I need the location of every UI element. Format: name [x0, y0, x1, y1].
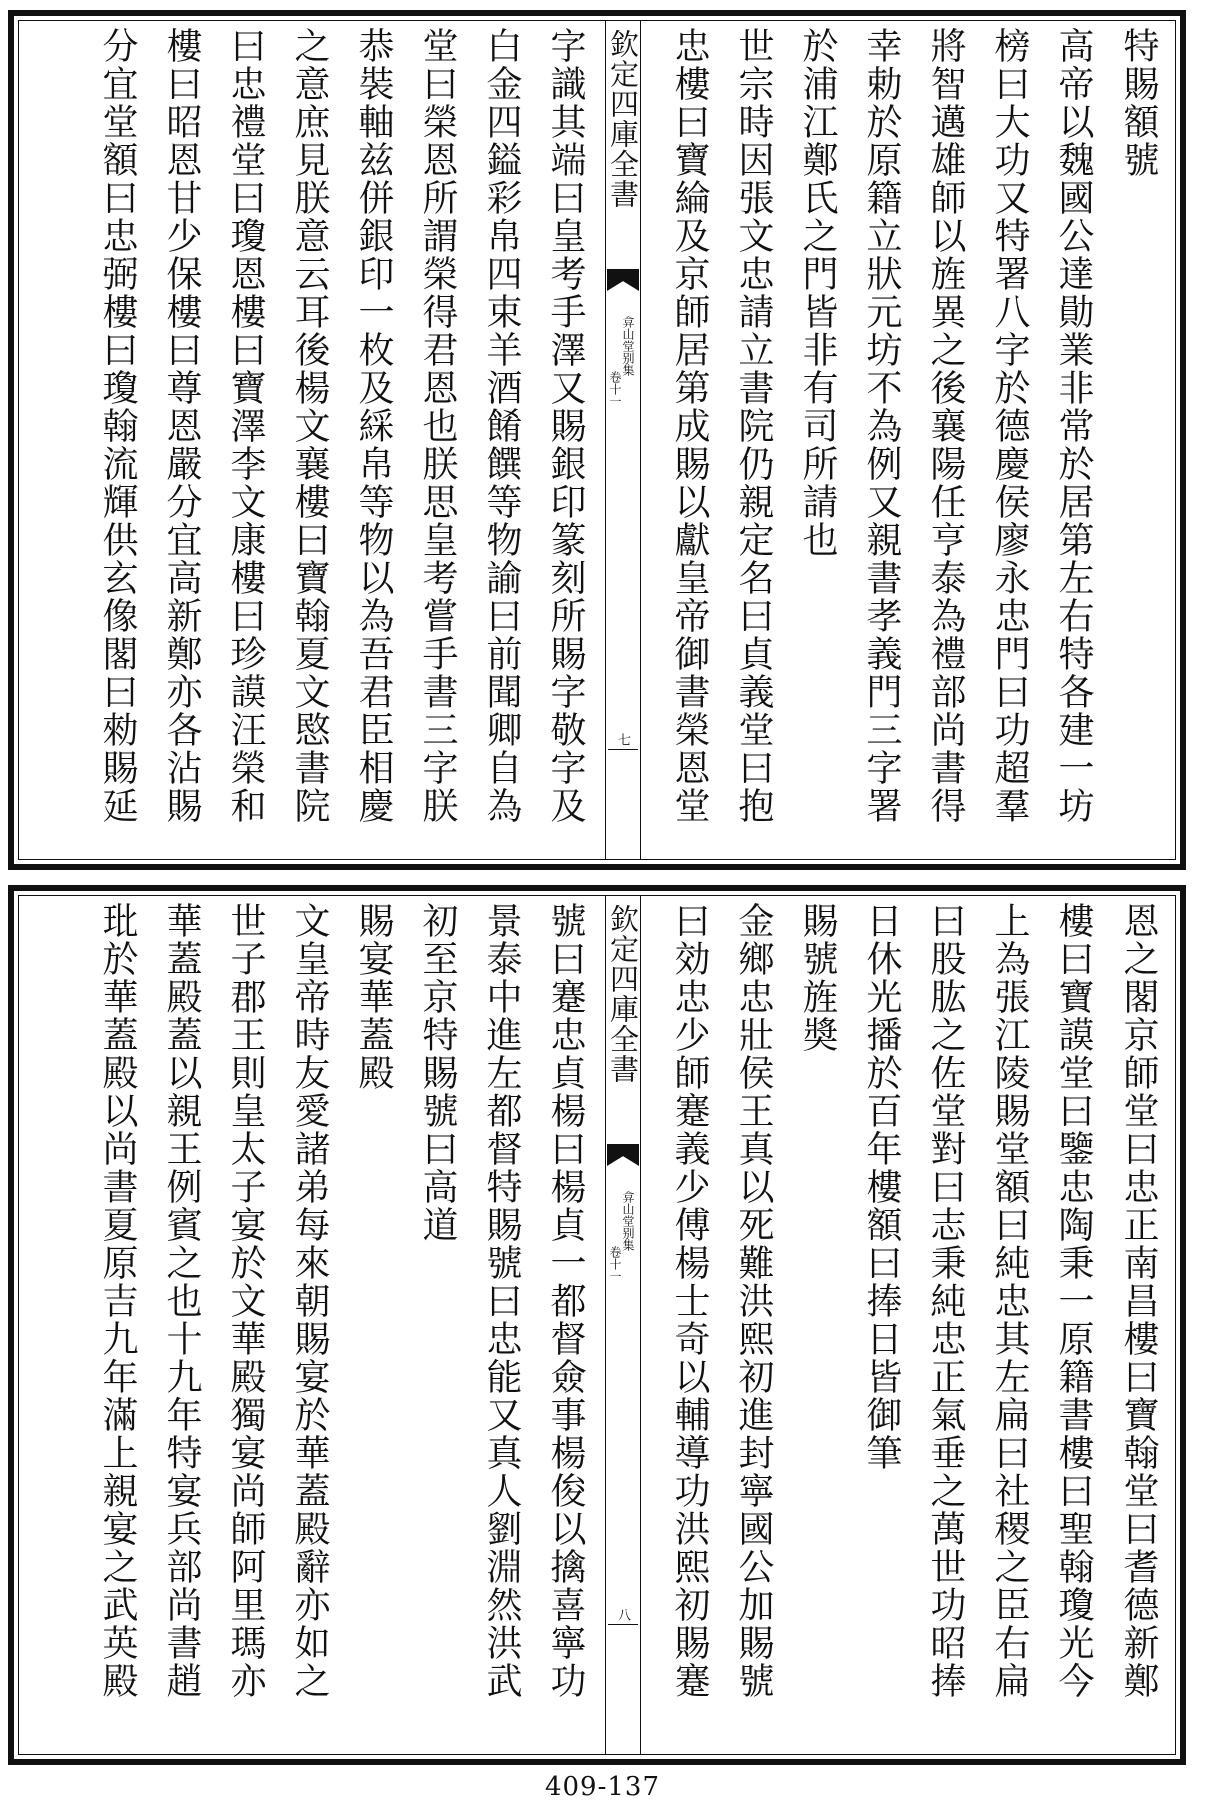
divider	[608, 1624, 638, 1625]
text-column: 榜曰大功又特署八字於德慶侯廖永忠門曰功超羣	[989, 27, 1030, 825]
text-column: 之意庶見朕意云耳後楊文襄樓曰寶翰夏文愍書院	[289, 27, 330, 825]
collection-title: 欽定四庫全書	[606, 29, 640, 209]
juan-number: 卷十一	[608, 1246, 622, 1282]
page-number: 八	[615, 1608, 630, 1621]
text-column: 曰股肱之佐堂對曰志秉純忠正氣垂之萬世功昭捧	[925, 902, 966, 1700]
fish-tail-mark-icon	[607, 269, 639, 291]
text-column: 樓曰寶謨堂曰鑒忠陶秉一原籍書樓曰聖翰瓊光今	[1053, 902, 1094, 1700]
collection-title: 欽定四庫全書	[606, 904, 640, 1084]
text-column: 字識其端曰皇考手澤又賜銀印篆刻所賜字敬字及	[545, 27, 586, 825]
text-column: 恭裝軸兹併銀印一枚及綵帛等物以為吾君臣相慶	[353, 27, 394, 825]
text-column: 華蓋殿蓋以親王例賓之也十九年特宴兵部尚書趙	[161, 902, 202, 1700]
text-column: 初至京特賜號曰高道	[417, 902, 458, 1244]
page-reference: 409-137	[544, 1772, 661, 1802]
text-column: 白金四鎰彩帛四束羊酒餚饌等物諭曰前聞卿自為	[481, 27, 522, 825]
section-heading: 賜號旌奬	[797, 902, 838, 1054]
book-title: 弇山堂别集	[621, 316, 635, 376]
text-column: 金鄉忠壯侯王真以死難洪熙初進封寧國公加賜號	[733, 902, 774, 1700]
section-heading: 賜宴華蓋殿	[353, 902, 394, 1092]
text-column: 上為張江陵賜堂額曰純忠其左扁曰社稷之臣右扁	[989, 902, 1030, 1700]
page-number: 七	[615, 733, 630, 746]
top-page-frame	[18, 20, 1176, 860]
fish-tail-mark-icon	[607, 1144, 639, 1166]
text-column: 世子郡王則皇太子宴於文華殿獨宴尚師阿里瑪亦	[225, 902, 266, 1700]
section-heading: 特賜額號	[1118, 27, 1159, 179]
text-column: 恩之閣京師堂曰忠正南昌樓曰寶翰堂曰耆德新鄭	[1118, 902, 1159, 1700]
bottom-page-frame	[18, 895, 1176, 1755]
text-column: 幸勅於原籍立狀元坊不為例又親書孝義門三字署	[861, 27, 902, 825]
text-column: 將智邁雄師以旌異之後襄陽任亨泰為禮部尚書得	[925, 27, 966, 825]
text-column: 文皇帝時友愛諸弟每來朝賜宴於華蓋殿辭亦如之	[289, 902, 330, 1700]
text-column: 景泰中進左都督特賜號曰忠能又真人劉淵然洪武	[481, 902, 522, 1700]
text-column: 世宗時因張文忠請立書院仍親定名曰貞義堂曰抱	[733, 27, 774, 825]
book-title: 弇山堂别集	[621, 1191, 635, 1251]
text-column: 樓曰昭恩甘少保樓曰尊恩嚴分宜高新鄭亦各沾賜	[161, 27, 202, 825]
text-column: 高帝以魏國公達勛業非常於居第左右特各建一坊	[1053, 27, 1094, 825]
center-fold	[605, 21, 641, 859]
bottom-page	[8, 885, 1186, 1765]
text-column: 忠樓曰寶綸及京師居第成賜以獻皇帝御書榮恩堂	[669, 27, 710, 825]
text-column: 玭於華蓋殿以尚書夏原吉九年滿上親宴之武英殿	[97, 902, 138, 1700]
text-column: 號曰蹇忠貞楊曰楊貞一都督僉事楊俊以擒喜寧功	[545, 902, 586, 1700]
center-fold	[605, 896, 641, 1754]
divider	[608, 749, 638, 750]
text-column: 堂曰榮恩所謂榮得君恩也朕思皇考嘗手書三字朕	[417, 27, 458, 825]
text-column: 日休光播於百年樓額曰捧日皆御筆	[861, 902, 902, 1472]
top-page	[8, 10, 1186, 870]
text-column: 於浦江鄭氏之門皆非有司所請也	[797, 27, 838, 559]
text-column: 曰効忠少師蹇義少傅楊士奇以輔導功洪熙初賜蹇	[669, 902, 710, 1700]
juan-number: 卷十一	[608, 371, 622, 407]
text-column: 分宜堂額曰忠弼樓曰瓊翰流輝供玄像閣曰勑賜延	[97, 27, 138, 825]
text-column: 曰忠禮堂曰瓊恩樓曰寶澤李文康樓曰珍謨汪榮和	[225, 27, 266, 825]
